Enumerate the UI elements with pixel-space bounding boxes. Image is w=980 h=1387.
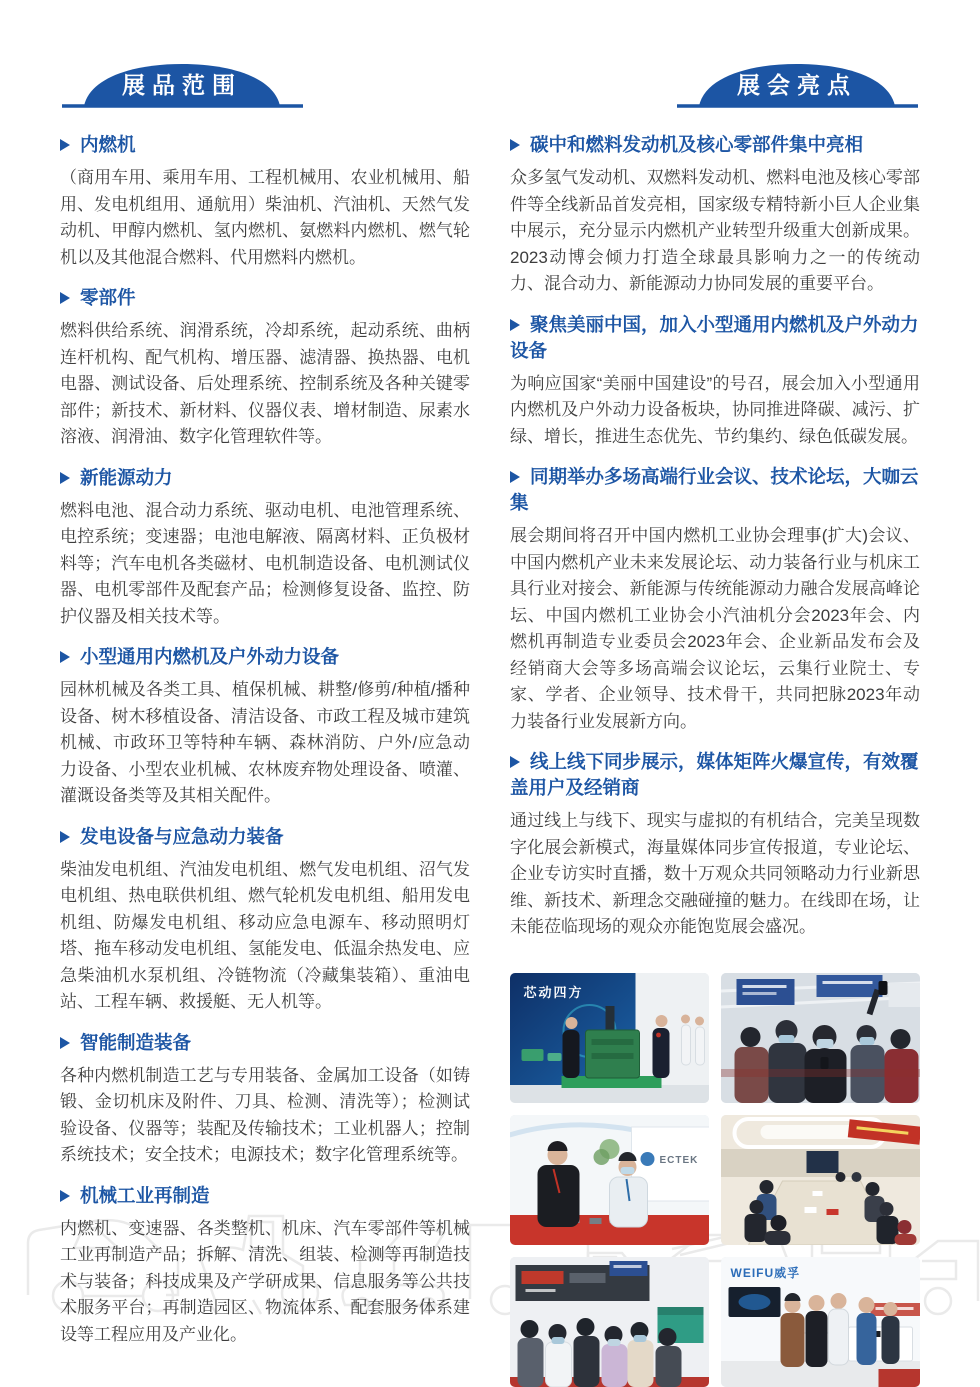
section-body: （商用车用、乘用车用、工程机械用、农业机械用、船用、发电机组用、通航用）柴油机、汽油机、天然气发动机、甲醇内燃机、氢内燃机、氨燃料内燃机、燃气轮机以及其他混合燃料、代用燃料内燃机。 xyxy=(60,168,470,267)
section-body: 园林机械及各类工具、植保机械、耕整/修剪/种植/播种设备、树木移植设备、清洁设备、市政工程及城市建筑机械、市政环卫等特种车辆、森林消防、户外/应急动力设备、小型农业机械、农林废弃物处理设备、喷灌、灌溉设备类等及其相关配件。 xyxy=(60,680,470,805)
photo-weifu-booth xyxy=(721,1257,920,1387)
photo-conference xyxy=(721,1115,920,1245)
section-engines xyxy=(60,132,470,271)
section-smart-manufacturing xyxy=(60,1030,470,1169)
section-body: 为响应国家“美丽中国建设”的号召，展会加入小型通用内燃机及户外动力设备板块，协同推进降碳、减污、扩绿、增长，推进生态优先、节约集约、绿色低碳发展。 xyxy=(510,373,920,446)
highlight-online-offline xyxy=(510,749,920,941)
section-body: 通过线上与线下、现实与虚拟的有机结合，完美呈现数字化展会新模式，海量媒体同步宣传报道，专业论坛、企业专访实时直播，数十万观众共同领略动力行业新思维、新技术、新理念交融碰撞的魅力。在线即在场，让未能莅临现场的观众亦能饱览展会盛况。 xyxy=(510,811,920,936)
section-title xyxy=(60,132,470,158)
photo-engine-launch xyxy=(510,973,709,1103)
section-title xyxy=(60,1030,470,1056)
section-title-text: 碳中和燃料发动机及核心零部件集中亮相 xyxy=(530,134,864,155)
highlight-carbon-neutral xyxy=(510,132,920,298)
section-arrow-icon xyxy=(60,651,70,663)
backdrop-slogan-text: 芯动四方 xyxy=(523,984,584,1000)
booth-logo xyxy=(641,1152,655,1166)
section-title-text: 新能源动力 xyxy=(80,466,173,488)
section-title xyxy=(60,285,470,311)
section-title xyxy=(510,749,920,801)
section-title-text: 智能制造装备 xyxy=(80,1031,192,1053)
section-arrow-icon xyxy=(510,319,520,331)
section-title-text: 内燃机 xyxy=(80,134,136,155)
event-photo-grid xyxy=(510,973,920,1387)
section-gensets-emergency xyxy=(60,824,470,1016)
red-floor-edge xyxy=(879,1369,921,1387)
visitor-plaid xyxy=(781,1313,805,1367)
section-title-text: 发电设备与应急动力装备 xyxy=(80,825,284,847)
section-arrow-icon xyxy=(510,756,520,768)
section-title xyxy=(60,644,470,670)
section-arrow-icon xyxy=(510,471,520,483)
section-title-text: 小型通用内燃机及户外动力设备 xyxy=(80,646,340,667)
section-title xyxy=(510,312,920,364)
highlight-conferences xyxy=(510,464,920,735)
booth-logo-text: ECTEK xyxy=(659,1154,699,1166)
section-body: 各种内燃机制造工艺与专用装备、金属加工设备（如铸锻、金切机床及附件、刀具、检测、清洗等）；检测试验设备、仪器等；装配及传输技术；工业机器人；控制系统技术；安全技术；电源技术；数字化管理系统等。 xyxy=(60,1065,470,1164)
section-title xyxy=(510,464,920,516)
phone xyxy=(821,1057,829,1069)
section-title-text: 机械工业再制造 xyxy=(80,1184,210,1206)
section-components xyxy=(60,285,470,451)
section-arrow-icon xyxy=(60,472,70,484)
section-body: 内燃机、变速器、各类整机、机床、汽车零部件等机械工业再制造产品；拆解、清洗、组装、检测等再制造技术与装备；科技成果及产学研成果、信息服务等公共技术服务平台；再制造园区、物流体系、配套服务体系建设等工程应用及产业化。 xyxy=(60,1218,470,1344)
section-body: 燃料电池、混合动力系统、驱动电机、电池管理系统、电控系统；变速器；电池电解液、隔离材料、正负极材料等；汽车电机各类磁材、电机制造设备、电机测试仪器、电机零部件及配套产品；检测修复设备、监控、防护仪器及相关技术等。 xyxy=(60,500,470,626)
section-title-text: 线上线下同步展示，媒体矩阵火爆宣传，有效覆盖用户及经销商 xyxy=(510,751,919,798)
section-title xyxy=(60,824,470,850)
projector-screen xyxy=(807,1151,839,1173)
section-body: 柴油发电机组、汽油发电机组、燃气发电机组、沼气发电机组、热电联供机组、燃气轮机发电机组、船用发电机组、防爆发电机组、移动应急电源车、移动照明灯塔、拖车移动发电机组、氢能发电、低温余热发电、应急柴油机水泵机组、冷链物流（冷藏集装箱）、重油电站、工程车辆、救援艇、无人机等。 xyxy=(60,859,470,1011)
section-body: 众多氢气发动机、双燃料发动机、燃料电池及核心零部件等全线新品首发亮相，国家级专精特新小巨人企业集中展示，充分显示内燃机产业转型升级重大创新成果。2023动博会倾力打造全球最具影响力之一的传统动力、混合动力、新能源动力协同发展的重要平台。 xyxy=(510,168,920,293)
visitor-white-shirt xyxy=(610,1177,648,1227)
phone xyxy=(879,981,888,995)
section-small-engines-outdoor xyxy=(60,644,470,810)
section-title-text: 同期举办多场高端行业会议、技术论坛，大咖云集 xyxy=(510,466,919,513)
section-arrow-icon xyxy=(60,831,70,843)
section-arrow-icon xyxy=(60,292,70,304)
section-arrow-icon xyxy=(60,1037,70,1049)
speaker-figure xyxy=(563,1030,580,1078)
section-remanufacturing xyxy=(60,1183,470,1349)
photo-hall-crowd xyxy=(510,1257,709,1387)
photo-audience xyxy=(721,973,920,1103)
section-title xyxy=(60,1183,470,1209)
highlights-column xyxy=(510,56,920,1387)
photo-booth-visitors xyxy=(510,1115,709,1245)
visitor-dark-shirt xyxy=(538,1165,580,1227)
section-arrow-icon xyxy=(510,139,520,151)
highlights-title: 展会亮点 xyxy=(737,72,857,98)
exhibit-scope-title: 展品范围 xyxy=(122,72,242,98)
highlight-beautiful-china xyxy=(510,312,920,451)
guest-figure xyxy=(653,1028,670,1078)
rope-barrier xyxy=(721,1069,920,1077)
section-body: 展会期间将召开中国内燃机工业协会理事(扩大)会议、中国内燃机产业未来发展论坛、动力装备行业与机床工具行业对接会、新能源与传统能源动力融合发展高峰论坛、中国内燃机工业协会小汽油机分会2023年会、内燃机再制造专业委员会2023年会、企业新品发布会及经销商大会等多场高端会议论坛，云集行业院士、专家、学者、企业领导、技术骨干，共同把脉2023年动力装备行业发展新方向。 xyxy=(510,526,920,731)
highlights-header-badge xyxy=(675,56,920,110)
section-title xyxy=(60,465,470,491)
hanging-banner xyxy=(817,975,883,997)
engine-stack xyxy=(606,1006,615,1033)
face-mask xyxy=(621,1167,635,1174)
exhibit-scope-column xyxy=(60,56,470,1387)
section-title-text: 聚焦美丽中国，加入小型通用内燃机及户外动力设备 xyxy=(510,313,919,361)
section-body: 燃料供给系统、润滑系统，冷却系统，起动系统、曲柄连杆机构、配气机构、增压器、滤清器、换热器、电机电器、测试设备、后处理系统、控制系统及各种关键零部件；新技术、新材料、仪器仪表、增材制造、尿素水溶液、润滑油、数字化管理软件等。 xyxy=(60,321,470,446)
section-title xyxy=(510,132,920,158)
weifu-logo-text: WEIFU威孚 xyxy=(730,1265,801,1280)
booth-sign xyxy=(610,1261,648,1276)
section-title-text: 零部件 xyxy=(80,287,136,308)
section-arrow-icon xyxy=(60,139,70,151)
section-arrow-icon xyxy=(60,1190,70,1202)
section-new-energy xyxy=(60,465,470,631)
exhibit-scope-header-badge xyxy=(60,56,305,110)
